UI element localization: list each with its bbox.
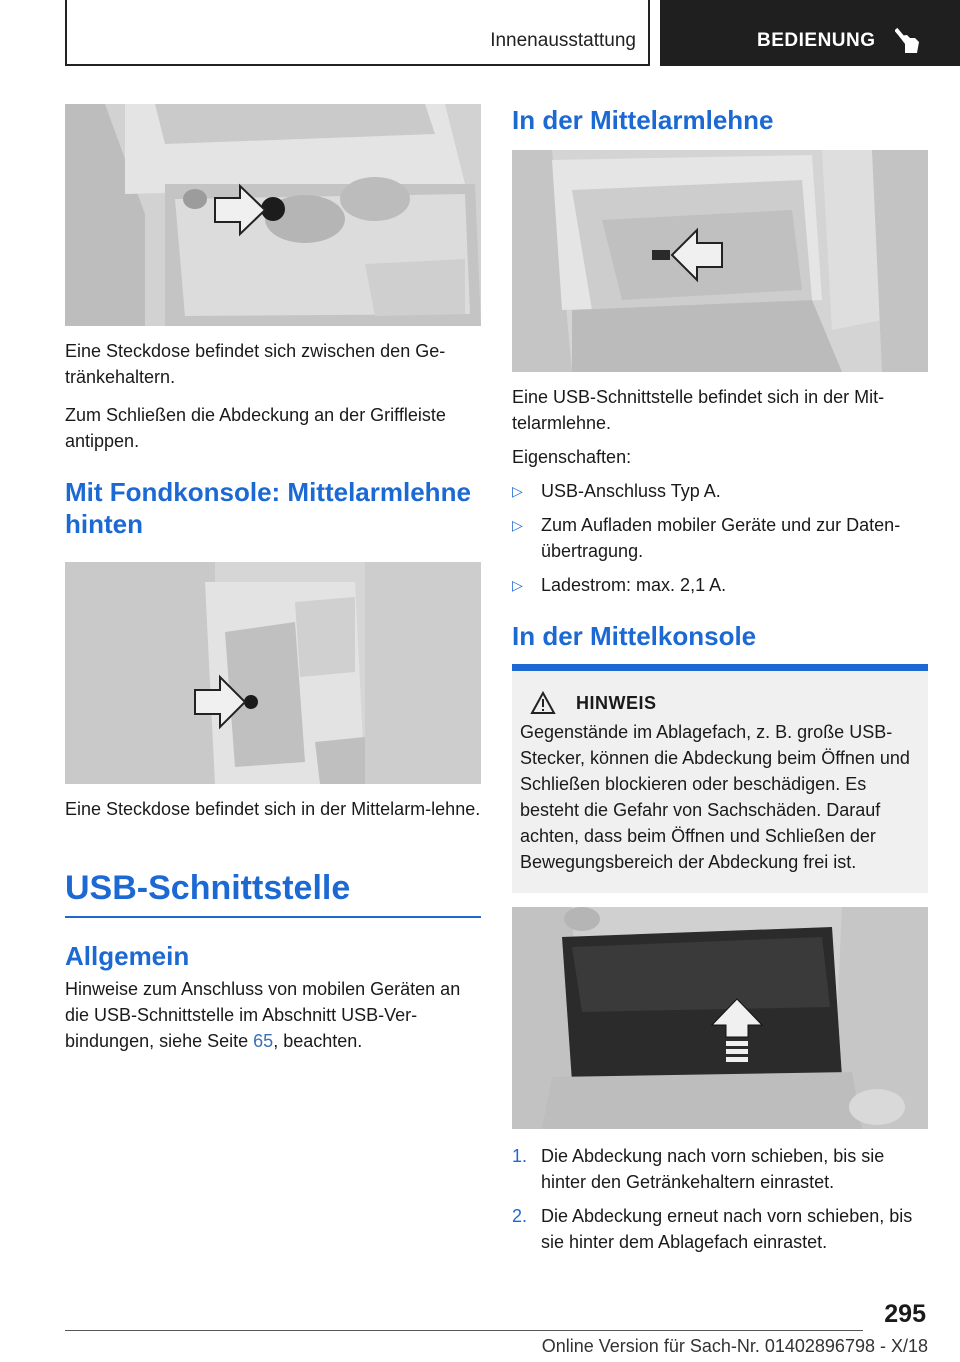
properties-label: Eigenschaften:	[512, 447, 632, 467]
notice-title: HINWEIS	[576, 692, 657, 713]
general-text: Hinweise zum Anschluss von mobilen Geräten an die USB-Schnittstelle im Abschnitt USB-Ver‐bindungen, siehe Seite 65, beachten.	[65, 979, 461, 1051]
caption-cupholder-socket: Eine Steckdose befindet sich zwischen den Ge‐tränkehaltern.	[65, 341, 446, 387]
heading-usb-interface: USB-Schnittstelle	[65, 869, 351, 907]
heading-center-armrest: In der Mittelarmlehne	[512, 105, 774, 135]
warning-triangle-icon	[530, 691, 556, 715]
photo-rear-armrest-socket	[65, 562, 481, 784]
footer-divider	[65, 1330, 863, 1331]
photo-center-armrest-usb	[512, 150, 928, 372]
notice-top-bar	[512, 664, 928, 671]
heading-general: Allgemein	[65, 941, 190, 971]
header-underline	[65, 64, 650, 66]
header-divider-right	[648, 0, 650, 66]
page-number: 295	[884, 1300, 926, 1328]
notice-header	[520, 691, 920, 715]
header-section-title: Innenausstattung	[490, 30, 636, 51]
footer-version-text: Online Version für Sach-Nr. 01402896798 - X/18	[541, 1336, 928, 1356]
hand-pointer-icon	[895, 26, 921, 54]
step-number: 1.	[512, 1146, 528, 1166]
list-item: ▷ USB-Anschluss Typ A.	[512, 478, 928, 504]
list-item: ▷ Ladestrom: max. 2,1 A.	[512, 572, 928, 598]
photo-cupholder-socket	[65, 104, 481, 326]
notice-box	[512, 671, 928, 893]
header-divider-left	[65, 0, 67, 66]
list-item: ▷ Zum Aufladen mobiler Geräte und zur Daten‐übertragung.	[512, 512, 928, 564]
step-number: 2.	[512, 1206, 528, 1226]
heading-rear-armrest: Mit Fondkonsole: Mittelarmlehne hinten	[65, 477, 471, 539]
heading-underline	[65, 916, 481, 918]
caption-center-armrest-usb: Eine USB-Schnittstelle befindet sich in der Mit‐telarmlehne.	[512, 387, 885, 433]
page-link[interactable]: 65	[253, 1031, 274, 1051]
properties-list	[512, 478, 928, 598]
photo-center-console-cover	[512, 907, 928, 1129]
list-item: 1. Die Abdeckung nach vorn schieben, bis sie hinter den Getränkehaltern einrastet.	[512, 1143, 928, 1195]
caption-close-cover: Zum Schließen die Abdeckung an der Griffleiste antippen.	[65, 405, 446, 451]
heading-center-console: In der Mittelkonsole	[512, 621, 757, 651]
left-column	[65, 104, 481, 1054]
triangle-bullet-icon: ▷	[512, 517, 523, 533]
triangle-bullet-icon: ▷	[512, 483, 523, 499]
right-column	[512, 104, 928, 1263]
caption-rear-armrest-socket: Eine Steckdose befindet sich in der Mittelarm‐lehne.	[65, 799, 481, 819]
triangle-bullet-icon: ▷	[512, 577, 523, 593]
notice-text: Gegenstände im Ablagefach, z. B. große USB-Stecker, können die Abdeckung beim Öffnen und Schließen blockieren oder beschädigen. Es besteht die Gefahr von Sachschäden. Darauf achten, dass beim Öffnen und Schließen der Bewegungsbereich der Abdeckung frei ist.	[520, 722, 910, 872]
page-header	[0, 0, 960, 66]
steps-list	[512, 1143, 928, 1255]
list-item: 2. Die Abdeckung erneut nach vorn schieben, bis sie hinter dem Ablagefach einrastet.	[512, 1203, 928, 1255]
header-chapter-label: BEDIENUNG	[757, 30, 876, 51]
header-chapter-tab	[660, 0, 960, 66]
